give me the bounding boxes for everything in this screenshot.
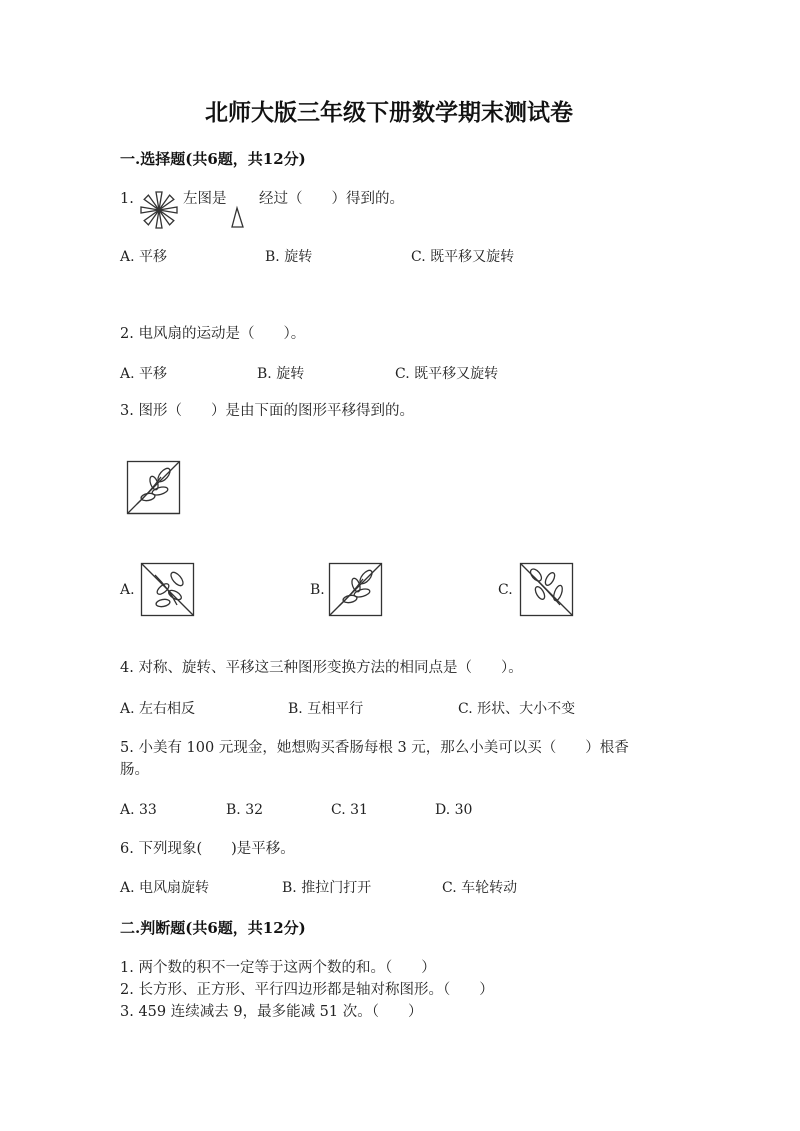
triangle-figure (231, 207, 245, 229)
q4-option-a[interactable]: A. 左右相反 (120, 701, 196, 717)
q3-option-a-label[interactable]: A. (120, 582, 135, 598)
q3-option-c-label[interactable]: C. (498, 582, 513, 598)
q3-option-b-label[interactable]: B. (310, 582, 325, 598)
q1-text-after: 经过（ ）得到的。 (259, 191, 404, 207)
leaf-figure-option-b[interactable] (329, 563, 383, 617)
q5-option-d[interactable]: D. 30 (435, 802, 473, 818)
q1-number: 1. (120, 191, 134, 207)
q1-option-b[interactable]: B. 旋转 (265, 249, 313, 265)
section-2-header: 二.判断题(共6题，共12分) (120, 919, 306, 937)
q6-option-a[interactable]: A. 电风扇旋转 (120, 880, 210, 896)
q1-option-c[interactable]: C. 既平移又旋转 (411, 249, 515, 265)
q4-option-b[interactable]: B. 互相平行 (288, 701, 364, 717)
q4-text: 4. 对称、旋转、平移这三种图形变换方法的相同点是（ ）。 (120, 660, 523, 676)
q6-option-b[interactable]: B. 推拉门打开 (282, 880, 372, 896)
q6-option-c[interactable]: C. 车轮转动 (442, 880, 518, 896)
q5-text-line2: 肠。 (120, 762, 149, 778)
q1-text-before: 左图是 (183, 191, 227, 207)
q5-option-b[interactable]: B. 32 (226, 802, 264, 818)
q2-option-a[interactable]: A. 平移 (120, 366, 168, 382)
judge-item-1: 1. 两个数的积不一定等于这两个数的和。（ ） (120, 960, 436, 976)
pinwheel-figure (137, 190, 181, 230)
leaf-figure-reference (127, 461, 181, 515)
q2-text: 2. 电风扇的运动是（ ）。 (120, 326, 306, 342)
leaf-figure-option-a[interactable] (141, 563, 195, 617)
judge-item-3: 3. 459 连续减去 9，最多能减 51 次。（ ） (120, 1004, 423, 1020)
q2-option-b[interactable]: B. 旋转 (257, 366, 305, 382)
pinwheel-blades (141, 192, 177, 228)
leaf-figure-option-c[interactable] (520, 563, 574, 617)
page-title: 北师大版三年级下册数学期末测试卷 (205, 99, 573, 126)
q4-option-c[interactable]: C. 形状、大小不变 (458, 701, 576, 717)
q1-option-a[interactable]: A. 平移 (120, 249, 168, 265)
q2-option-c[interactable]: C. 既平移又旋转 (395, 366, 499, 382)
q5-option-a[interactable]: A. 33 (120, 802, 157, 818)
q5-text-line1: 5. 小美有 100 元现金，她想购买香肠每根 3 元，那么小美可以买（ ）根香 (120, 740, 629, 756)
judge-item-2: 2. 长方形、正方形、平行四边形都是轴对称图形。（ ） (120, 982, 494, 998)
q6-text: 6. 下列现象( )是平移。 (120, 841, 295, 857)
section-1-header: 一.选择题(共6题，共12分) (120, 150, 306, 168)
q3-text: 3. 图形（ ）是由下面的图形平移得到的。 (120, 403, 414, 419)
q5-option-c[interactable]: C. 31 (331, 802, 368, 818)
